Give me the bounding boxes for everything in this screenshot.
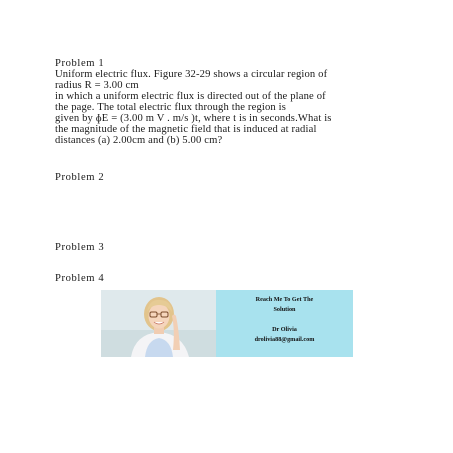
woman-with-glasses-illustration	[101, 290, 216, 357]
tutor-name: Dr Olivia	[272, 326, 297, 333]
problem-1-text-line: distances (a) 2.00cm and (b) 5.00 cm?	[55, 135, 223, 146]
problem-1-text-line: the page. The total electric flux through the region is	[55, 102, 287, 113]
problem-3-heading: Problem 3	[55, 242, 105, 253]
solution-text: Solution	[273, 306, 296, 313]
contact-info-panel	[216, 290, 353, 357]
problem-1-text-line: the magnitude of the magnetic field that is induced at radial	[55, 124, 317, 135]
reach-me-text: Reach Me To Get The	[255, 296, 314, 303]
contact-banner	[101, 290, 353, 357]
problem-4-heading: Problem 4	[55, 273, 105, 284]
problem-1-text-line: given by ɸE = (3.00 m V . m/s )t, where t is in seconds.What is	[55, 113, 332, 124]
tutor-photo	[101, 290, 216, 357]
problem-1-text-line: in which a uniform electric flux is directed out of the plane of	[55, 91, 326, 102]
problem-1-heading: Problem 1	[55, 58, 105, 69]
problem-1-text-line: Uniform electric flux. Figure 32-29 shows a circular region of	[55, 69, 328, 80]
tutor-email[interactable]: drolivia88@gmail.com	[254, 336, 315, 343]
problem-2-heading: Problem 2	[55, 172, 105, 183]
problem-1-text-line: radius R = 3.00 cm	[55, 80, 139, 91]
